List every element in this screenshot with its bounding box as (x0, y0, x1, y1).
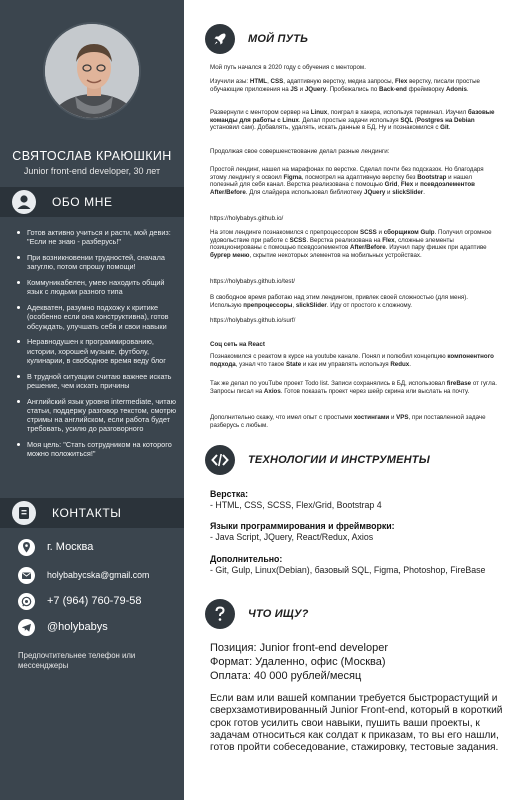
contacts-header (0, 498, 184, 528)
about-header (0, 187, 184, 217)
contact-telegram[interactable] (18, 617, 184, 637)
tech-layout-label: Верстка: (210, 489, 249, 499)
avatar (43, 22, 141, 120)
contact-note: Предпочтительнее телефон или мессенджеры (18, 651, 136, 670)
react-project-title: Соц сеть на React (210, 341, 265, 348)
job-salary: Оплата: 40 000 рублей/месяц (210, 670, 362, 682)
location-pin-icon (18, 539, 35, 556)
contact-phone[interactable] (18, 591, 184, 611)
profile-name: СВЯТОСЛАВ КРАЮШКИН (12, 149, 172, 163)
about-item: Адекватен, разумно подхожу к критике (особенно если она конструктивна), готов обсуждать, улучшать себя и свои навыки (16, 303, 178, 331)
about-item: Готов активно учиться и расти, мой девиз: "Если не знаю - разберусь!" (16, 228, 178, 247)
email-text[interactable]: holybabycska@gmail.com (47, 570, 150, 580)
tech-extra-label: Дополнительно: (210, 554, 283, 564)
path-todo: Так же делал по youTube проект Todo list. Записи сохранялись в БД, использовал fireBase от гугла. Запросы писал на Axios. Готов показать проект через шейр скрина или выслать на почту. (210, 380, 497, 395)
job-position: Позиция: Junior front-end developer (210, 642, 389, 654)
path-landing-3: В свободное время работаю над этим лендингом, привлек своей сложностью (для меня). Использую препроцессоры, slickSlider. Иду от простого к сложному. (210, 294, 469, 309)
path-title: МОЙ ПУТЬ (248, 33, 309, 45)
about-item: Английский язык уровня intermediate, читаю статьи, поддержу разговор текстом, смотрю стримы на английском, если работа будет требовать, усилю до разговорного (16, 397, 178, 434)
rocket-icon (205, 24, 235, 54)
phone-text[interactable]: +7 (964) 760-79-58 (47, 595, 142, 607)
about-item: При возникновении трудностей, сначала загуглю, потом спрошу помощи! (16, 253, 178, 272)
path-basics: Изучили азы: HTML, CSS, адаптивную верстку, медиа запросы, Flex верстку, писали простые обучающие приложения на JS и JQuery. Пробежались по Back-end фреймворку Adonis. (210, 78, 480, 93)
contact-card-icon (12, 501, 36, 525)
user-icon (12, 190, 36, 214)
job-title: ЧТО ИЩУ? (248, 608, 309, 620)
about-item: В трудной ситуации считаю важнее искать решение, чем искать причины (16, 372, 178, 391)
contacts-title: КОНТАКТЫ (52, 506, 122, 520)
about-item: Коммуникабелен, умею находить общий язык с людьми разного типа (16, 278, 178, 297)
whatsapp-icon (18, 593, 35, 610)
tech-lang-label: Языки программирования и фреймворки: (210, 521, 395, 531)
path-linux: Развернули с ментором сервер на Linux, поиграл в хакера, используя терминал. Изучил базовые команды для работы с Linux. Делал простые задачи используя SQL (Postgres на Debian установил сам). Добавлять, удалять, искать данные в БД. Ну и познакомился с Git. (210, 109, 495, 132)
about-item: Неравнодушен к программированию, истории, хорошей музыке, футболу, кулинарии, в свободное время веду блог (16, 337, 178, 365)
path-landing-1: Простой лендинг, нашел на марафонах по верстке. Сделал почти без подсказок. Но благодаря этому лендингу я освоил Figma, посмотрел на адаптивную верстку без Bootstrap и нашел полезный для себя канал. Верстка реализована с помощью Grid, Flex и псевдоэлементов After/Before. Для слайдера использовал библиотеку JQuery и slickSlider. (210, 166, 484, 196)
avatar-photo (45, 24, 141, 120)
telegram-icon (18, 619, 35, 636)
profile-role: Junior front-end developer, 30 лет (23, 166, 161, 176)
about-title: ОБО МНЕ (52, 195, 113, 209)
job-format: Формат: Удаленно, офис (Москва) (210, 656, 386, 668)
landing-link-1[interactable]: https://holybabys.github.io/ (210, 215, 284, 222)
path-hosting: Дополнительно скажу, что имел опыт с простыми хостингами и VPS, при поставленной задаче разберусь с любым. (210, 414, 486, 429)
tech-lang-value: - Java Script, JQuery, React/Redux, Axios (210, 532, 374, 542)
telegram-text[interactable]: @holybabys (47, 621, 108, 633)
path-react: Познакомился с реактом в курсе на youtube канале. Понял и полюбил концепцию компонентного подхода, узнал что такое State и как им управлять используя Redux. (210, 353, 494, 368)
landing-link-3[interactable]: https://holybabys.github.io/surf/ (210, 317, 296, 324)
contact-city (18, 537, 184, 557)
tech-extra-value: - Git, Gulp, Linux(Debian), базовый SQL, Figma, Photoshop, FireBase (210, 565, 486, 575)
about-list (16, 228, 178, 465)
code-icon (205, 445, 235, 475)
question-icon (205, 599, 235, 629)
about-item: Моя цель: "Стать сотрудником на которого можно положиться!" (16, 440, 178, 459)
tech-layout-value: - HTML, CSS, SCSS, Flex/Grid, Bootstrap 4 (210, 500, 382, 510)
landing-link-2[interactable]: https://holybabys.github.io/test/ (210, 278, 295, 285)
path-landings-intro: Продолжая свое совершенствование делал разные лендинги: (210, 148, 390, 155)
sidebar (0, 0, 184, 800)
path-intro: Мой путь начался в 2020 году с обучения с ментором. (210, 64, 366, 71)
email-icon (18, 567, 35, 584)
contact-email[interactable] (18, 565, 184, 585)
city-text: г. Москва (47, 541, 94, 553)
tech-title: ТЕХНОЛОГИИ И ИНСТРУМЕНТЫ (248, 454, 430, 466)
job-pitch: Если вам или вашей компании требуется быстрорастущий и сверхзамотивированный Junior Front-end, который в короткий срок готов усилить свои навыки, пушить ваши проекты, к задачам относиться как солдат к приказам, то вы его нашли, готов пройти собеседование, стажировку, тестовые задания. (210, 693, 503, 754)
path-landing-2: На этом лендинге познакомился с препроцессором SCSS и сборщиком Gulp. Получил огромное удовольствие при работе с SCSS. Верстка реализована на Flex, сложные элементы позиционированы с помощью псевдоэлементов After/Before. Изучил пару фишек при адаптиве бургер меню, скрытие некоторых элементов на мобильных устройствах. (210, 229, 492, 259)
